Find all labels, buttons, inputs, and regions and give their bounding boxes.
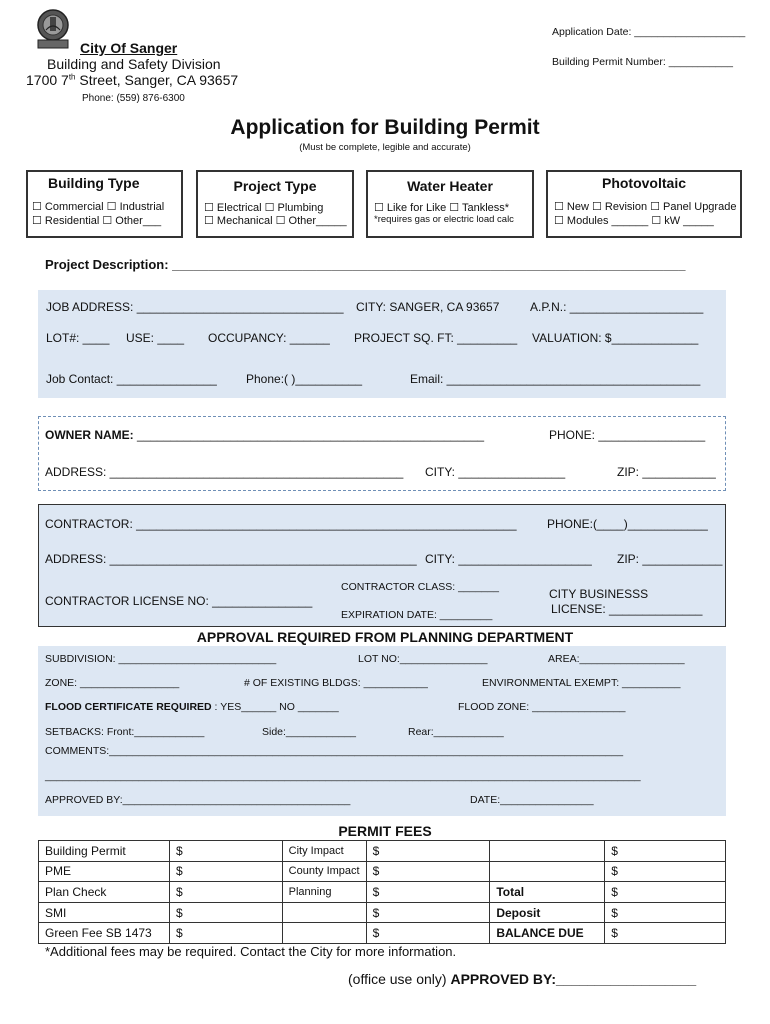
job-email-field[interactable]: Email: ______________________________________ [410, 372, 701, 386]
owner-address-field[interactable]: ADDRESS: ____________________________________________ [45, 465, 404, 479]
contractor-phone-field[interactable]: PHONE:(____)____________ [547, 517, 708, 531]
fee-label-cell [490, 861, 605, 882]
job-phone-field[interactable]: Phone:( )__________ [246, 372, 363, 386]
fee-label-cell: Building Permit [39, 841, 170, 862]
fee-label-cell: BALANCE DUE [490, 923, 605, 944]
fee-label-cell: SMI [39, 902, 170, 923]
fee-amount-cell[interactable]: $ [169, 902, 282, 923]
fee-row [39, 923, 726, 944]
permit-fees-title: PERMIT FEES [338, 823, 432, 839]
additional-fees-note: *Additional fees may be required. Contact the City for more information. [45, 944, 457, 959]
project-type-options-1[interactable]: ☐ Electrical ☐ Plumbing [204, 202, 324, 214]
contractor-address-field[interactable]: ADDRESS: ______________________________________________ [45, 552, 417, 566]
building-type-options-2[interactable]: ☐ Residential ☐ Other___ [32, 215, 162, 227]
org-name: City Of Sanger [80, 40, 178, 56]
fee-label-cell: Plan Check [39, 882, 170, 903]
project-description-field[interactable]: Project Description: _______________________________________________________________________ [45, 257, 686, 272]
fee-amount-cell[interactable]: $ [169, 841, 282, 862]
building-type-box [26, 170, 183, 238]
lot-field[interactable]: LOT#: ____ [46, 331, 110, 345]
setback-front-field[interactable]: SETBACKS: Front:____________ [45, 726, 205, 738]
building-type-heading: Building Type [48, 175, 140, 191]
contractor-class-field[interactable]: CONTRACTOR CLASS: _______ [341, 581, 499, 593]
contractor-license-field[interactable]: CONTRACTOR LICENSE NO: _______________ [45, 594, 313, 608]
fee-row [39, 882, 726, 903]
job-info-panel [38, 290, 726, 398]
setback-rear-field[interactable]: Rear:____________ [408, 726, 504, 738]
owner-zip-field[interactable]: ZIP: ___________ [617, 465, 716, 479]
setback-side-field[interactable]: Side:____________ [262, 726, 357, 738]
water-heater-note: *requires gas or electric load calc [374, 214, 514, 225]
valuation-field[interactable]: VALUATION: $_____________ [532, 331, 699, 345]
fee-amount-cell[interactable]: $ [169, 861, 282, 882]
office-approved-by-field[interactable]: (office use only) APPROVED BY:__________________ [348, 971, 697, 987]
contractor-city-field[interactable]: CITY: ____________________ [425, 552, 592, 566]
job-city-field: CITY: SANGER, CA 93657 [356, 300, 500, 314]
city-business-license-field[interactable]: LICENSE: ______________ [551, 602, 703, 616]
fee-label-cell: PME [39, 861, 170, 882]
fee-amount-cell[interactable]: $ [366, 861, 490, 882]
subdivision-field[interactable]: SUBDIVISION: ___________________________ [45, 653, 277, 665]
apn-field[interactable]: A.P.N.: ____________________ [530, 300, 704, 314]
permit-number-field[interactable]: Building Permit Number: ___________ [552, 56, 733, 68]
city-seal-logo [36, 8, 70, 50]
job-address-field[interactable]: JOB ADDRESS: _______________________________ [46, 300, 344, 314]
fee-amount-cell[interactable]: $ [605, 861, 726, 882]
fee-amount-cell[interactable]: $ [605, 923, 726, 944]
planning-approved-by-field[interactable]: APPROVED BY:_______________________________________ [45, 794, 351, 806]
org-address: 1700 7th Street, Sanger, CA 93657 [26, 72, 239, 88]
owner-panel [38, 416, 726, 491]
project-type-box [196, 170, 354, 238]
area-field[interactable]: AREA:__________________ [548, 653, 685, 665]
owner-name-field[interactable]: OWNER NAME: ____________________________________________________ [45, 428, 485, 442]
use-field[interactable]: USE: ____ [126, 331, 185, 345]
contractor-expiration-field[interactable]: EXPIRATION DATE: _________ [341, 609, 493, 621]
fee-label-cell: City Impact [282, 841, 366, 862]
planning-panel [38, 646, 726, 816]
fee-label-cell: Total [490, 882, 605, 903]
photovoltaic-options-1[interactable]: ☐ New ☐ Revision ☐ Panel Upgrade [554, 201, 737, 213]
page-subtitle: (Must be complete, legible and accurate) [299, 142, 471, 153]
contractor-name-field[interactable]: CONTRACTOR: _________________________________________________________ [45, 517, 517, 531]
fee-row [39, 861, 726, 882]
fee-label-cell [490, 841, 605, 862]
comments-line-2[interactable]: ______________________________________________________________________________________________________ [45, 770, 641, 782]
project-type-heading: Project Type [233, 178, 317, 194]
water-heater-box [366, 170, 534, 238]
fee-amount-cell[interactable]: $ [366, 923, 490, 944]
fee-label-cell: Green Fee SB 1473 [39, 923, 170, 944]
fee-amount-cell[interactable]: $ [169, 923, 282, 944]
page-title: Application for Building Permit [230, 116, 540, 139]
contractor-panel [38, 504, 726, 627]
fee-label-cell [282, 923, 366, 944]
flood-zone-field[interactable]: FLOOD ZONE: ________________ [458, 701, 626, 713]
fee-label-cell [282, 902, 366, 923]
existing-bldgs-field[interactable]: # OF EXISTING BLDGS: ___________ [244, 677, 428, 689]
fee-amount-cell[interactable]: $ [605, 882, 726, 903]
job-contact-field[interactable]: Job Contact: _______________ [46, 372, 217, 386]
fee-amount-cell[interactable]: $ [366, 882, 490, 903]
fee-amount-cell[interactable]: $ [366, 841, 490, 862]
planning-date-field[interactable]: DATE:________________ [470, 794, 594, 806]
owner-city-field[interactable]: CITY: ________________ [425, 465, 566, 479]
permit-fees-table [38, 840, 726, 944]
planning-section-title: APPROVAL REQUIRED FROM PLANNING DEPARTMENT [196, 629, 574, 645]
fee-amount-cell[interactable]: $ [605, 902, 726, 923]
org-division: Building and Safety Division [47, 56, 221, 72]
fee-label-cell: County Impact [282, 861, 366, 882]
zone-field[interactable]: ZONE: _________________ [45, 677, 180, 689]
project-sqft-field[interactable]: PROJECT SQ. FT: _________ [354, 331, 518, 345]
owner-phone-field[interactable]: PHONE: ________________ [549, 428, 706, 442]
project-type-options-2[interactable]: ☐ Mechanical ☐ Other_____ [204, 215, 347, 227]
building-type-options-1[interactable]: ☐ Commercial ☐ Industrial [32, 201, 165, 213]
contractor-zip-field[interactable]: ZIP: ____________ [617, 552, 723, 566]
environmental-exempt-field[interactable]: ENVIRONMENTAL EXEMPT: __________ [482, 677, 681, 689]
water-heater-heading: Water Heater [407, 178, 493, 194]
fee-amount-cell[interactable]: $ [605, 841, 726, 862]
fee-row [39, 841, 726, 862]
application-date-field[interactable]: Application Date: ___________________ [552, 26, 746, 38]
fee-label-cell: Planning [282, 882, 366, 903]
occupancy-field[interactable]: OCCUPANCY: ______ [208, 331, 330, 345]
fee-amount-cell[interactable]: $ [169, 882, 282, 903]
water-heater-options-1[interactable]: ☐ Like for Like ☐ Tankless* [374, 202, 510, 214]
fee-amount-cell[interactable]: $ [366, 902, 490, 923]
photovoltaic-heading: Photovoltaic [601, 175, 686, 191]
fee-row [39, 902, 726, 923]
photovoltaic-box [546, 170, 742, 238]
org-phone: Phone: (559) 876-6300 [82, 93, 185, 104]
photovoltaic-options-2[interactable]: ☐ Modules ______ ☐ kW _____ [554, 215, 714, 227]
comments-field[interactable]: COMMENTS:________________________________________________________________________________________ [45, 745, 624, 757]
city-business-license-label: CITY BUSINESSS [549, 587, 649, 601]
planning-lot-field[interactable]: LOT NO:_______________ [358, 653, 488, 665]
fee-label-cell: Deposit [490, 902, 605, 923]
flood-certificate-field[interactable]: FLOOD CERTIFICATE REQUIRED : YES______ NO _______ [45, 701, 339, 713]
